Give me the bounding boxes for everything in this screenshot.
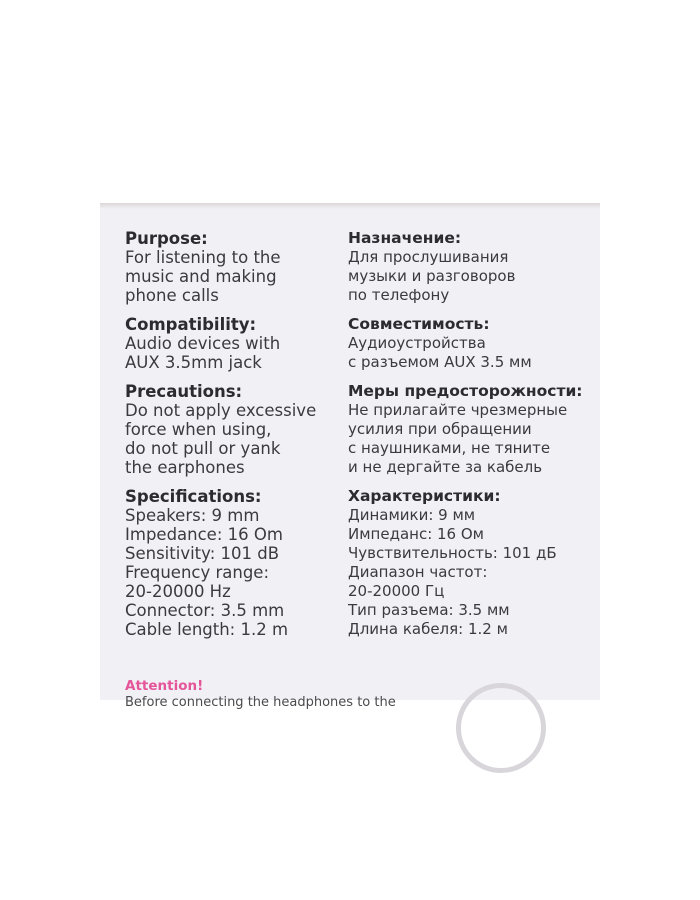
section-heading: Меры предосторожности: <box>348 382 583 400</box>
section-line: Cable length: 1.2 m <box>125 620 289 639</box>
section-heading: Compatibility: <box>125 315 257 334</box>
section-line: с разъемом AUX 3.5 мм <box>348 353 532 371</box>
ru-section <box>348 229 598 305</box>
section-line: Sensitivity: 101 dB <box>125 544 280 563</box>
section-line: Тип разъема: 3.5 мм <box>348 601 510 619</box>
section-line: Не прилагайте чрезмерные <box>348 401 568 419</box>
ring-graphic <box>456 683 546 773</box>
section-line: Impedance: 16 Om <box>125 525 283 544</box>
ru-section <box>348 315 598 372</box>
section-line: Audio devices with <box>125 334 281 353</box>
attention-label: Attention! <box>125 678 204 694</box>
section-line: AUX 3.5mm jack <box>125 353 262 372</box>
section-line: do not pull or yank <box>125 439 281 458</box>
russian-column <box>348 229 598 649</box>
section-line: Динамики: 9 мм <box>348 506 476 524</box>
section-line: Frequency range: <box>125 563 270 582</box>
en-section <box>125 487 330 639</box>
section-line: Чувствительность: 101 дБ <box>348 544 557 562</box>
section-line: the earphones <box>125 458 245 477</box>
section-heading: Назначение: <box>348 229 462 247</box>
section-heading: Характеристики: <box>348 487 501 505</box>
section-line: 20-20000 Гц <box>348 582 445 600</box>
section-line: Connector: 3.5 mm <box>125 601 285 620</box>
ru-section <box>348 382 598 477</box>
section-line: music and making <box>125 267 277 286</box>
section-line: по телефону <box>348 286 450 304</box>
ru-section <box>348 487 598 639</box>
en-section <box>125 229 330 305</box>
section-heading: Совместимость: <box>348 315 490 333</box>
section-heading: Precautions: <box>125 382 243 401</box>
attention-text: Before connecting the headphones to the <box>125 695 396 710</box>
section-line: и не дергайте за кабель <box>348 458 543 476</box>
section-line: музыки и разговоров <box>348 267 516 285</box>
section-line: усилия при обращении <box>348 420 532 438</box>
section-heading: Purpose: <box>125 229 208 248</box>
section-line: с наушниками, не тяните <box>348 439 551 457</box>
en-section <box>125 382 330 477</box>
section-line: Для прослушивания <box>348 248 509 266</box>
section-line: 20-20000 Hz <box>125 582 231 601</box>
section-line: Диапазон частот: <box>348 563 488 581</box>
section-line: Do not apply excessive <box>125 401 317 420</box>
section-line: Speakers: 9 mm <box>125 506 260 525</box>
section-line: phone calls <box>125 286 219 305</box>
english-column <box>125 229 330 649</box>
section-line: Импеданс: 16 Ом <box>348 525 484 543</box>
section-heading: Specifications: <box>125 487 262 506</box>
section-line: Аудиоустройства <box>348 334 486 352</box>
section-line: Длина кабеля: 1.2 м <box>348 620 508 638</box>
en-section <box>125 315 330 372</box>
section-line: For listening to the <box>125 248 281 267</box>
section-line: force when using, <box>125 420 272 439</box>
instruction-sheet <box>100 203 600 710</box>
